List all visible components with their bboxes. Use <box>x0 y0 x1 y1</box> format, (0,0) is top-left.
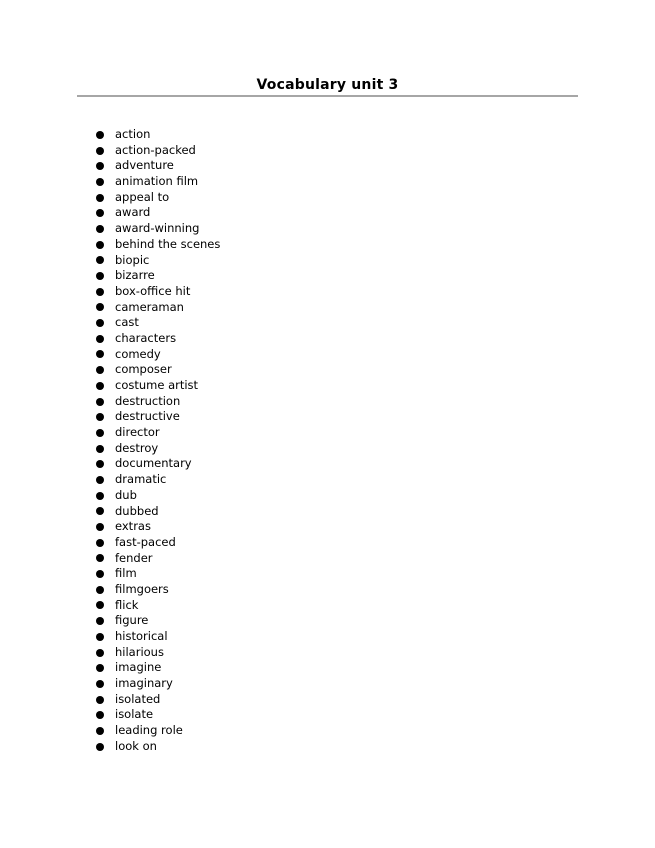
bullet-icon <box>96 664 104 672</box>
vocabulary-word: film <box>115 566 137 581</box>
list-item <box>96 598 220 614</box>
vocabulary-word: box-office hit <box>115 283 191 298</box>
list-item <box>96 707 220 723</box>
list-item <box>96 409 220 425</box>
vocabulary-word: behind the scenes <box>115 236 221 251</box>
bullet-icon <box>96 178 104 186</box>
vocabulary-word: composer <box>115 362 172 377</box>
list-item <box>96 519 220 535</box>
bullet-icon <box>96 272 104 280</box>
list-item <box>96 645 220 661</box>
list-item <box>96 143 220 159</box>
list-item <box>96 268 220 284</box>
list-item <box>96 378 220 394</box>
bullet-icon <box>96 711 104 719</box>
list-item <box>96 237 220 253</box>
vocabulary-word: appeal to <box>115 189 170 204</box>
vocabulary-word: destruction <box>115 393 181 408</box>
list-item <box>96 394 220 410</box>
list-item <box>96 205 220 221</box>
list-item <box>96 739 220 755</box>
vocabulary-word: extras <box>115 519 151 534</box>
vocabulary-word: destructive <box>115 409 180 424</box>
bullet-icon <box>96 225 104 233</box>
bullet-icon <box>96 209 104 217</box>
bullet-icon <box>96 570 104 578</box>
bullet-icon <box>96 131 104 139</box>
list-item <box>96 582 220 598</box>
vocabulary-word: historical <box>115 629 168 643</box>
list-item <box>96 441 220 457</box>
list-item <box>96 190 220 206</box>
vocabulary-word: figure <box>115 613 149 628</box>
list-item <box>96 284 220 300</box>
vocabulary-word: action <box>115 127 151 141</box>
list-item <box>96 158 220 174</box>
bullet-icon <box>96 382 104 390</box>
bullet-icon <box>96 601 104 609</box>
vocabulary-word: comedy <box>115 346 161 361</box>
vocabulary-word: destroy <box>115 440 159 455</box>
list-item <box>96 551 220 567</box>
bullet-icon <box>96 288 104 296</box>
vocabulary-word: imagine <box>115 660 162 675</box>
list-item <box>96 629 220 645</box>
vocabulary-word: director <box>115 425 160 440</box>
bullet-icon <box>96 617 104 625</box>
list-item <box>96 174 220 190</box>
bullet-icon <box>96 460 104 468</box>
vocabulary-word: adventure <box>115 158 174 173</box>
list-item <box>96 692 220 708</box>
bullet-icon <box>96 194 104 202</box>
vocabulary-word: look on <box>115 738 157 753</box>
list-item <box>96 566 220 582</box>
vocabulary-word: award <box>115 205 151 220</box>
list-item <box>96 504 220 520</box>
list-item <box>96 425 220 441</box>
bullet-icon <box>96 413 104 421</box>
list-item <box>96 315 220 331</box>
list-item <box>96 488 220 504</box>
vocabulary-word: action-packed <box>115 142 196 157</box>
vocabulary-word: animation film <box>115 174 199 189</box>
bullet-icon <box>96 350 104 358</box>
vocabulary-word: dramatic <box>115 472 167 487</box>
list-item <box>96 347 220 363</box>
bullet-icon <box>96 147 104 155</box>
bullet-icon <box>96 445 104 453</box>
list-item <box>96 535 220 551</box>
vocabulary-word: dub <box>115 487 137 502</box>
list-item <box>96 676 220 692</box>
vocabulary-word: bizarre <box>115 268 155 283</box>
vocabulary-word: fast-paced <box>115 534 176 549</box>
bullet-icon <box>96 335 104 343</box>
bullet-icon <box>96 398 104 406</box>
vocabulary-word: award-winning <box>115 221 200 236</box>
page-title: Vocabulary unit 3 <box>256 77 399 93</box>
vocabulary-word: isolate <box>115 707 154 722</box>
list-item <box>96 456 220 472</box>
bullet-icon <box>96 633 104 641</box>
bullet-icon <box>96 727 104 735</box>
list-item <box>96 660 220 676</box>
bullet-icon <box>96 256 104 264</box>
bullet-icon <box>96 162 104 170</box>
list-item <box>96 253 220 269</box>
vocabulary-word: hilarious <box>115 644 164 659</box>
title-divider <box>77 95 578 97</box>
vocabulary-word: documentary <box>115 456 192 471</box>
bullet-icon <box>96 554 104 562</box>
list-item <box>96 723 220 739</box>
vocabulary-word: costume artist <box>115 378 199 392</box>
bullet-icon <box>96 586 104 594</box>
list-item <box>96 331 220 347</box>
list-item <box>96 300 220 316</box>
bullet-icon <box>96 319 104 327</box>
bullet-icon <box>96 476 104 484</box>
bullet-icon <box>96 680 104 688</box>
vocabulary-word: cast <box>115 315 139 330</box>
vocabulary-word: imaginary <box>115 676 173 691</box>
bullet-icon <box>96 303 104 311</box>
bullet-icon <box>96 743 104 751</box>
list-item <box>96 127 220 143</box>
vocabulary-word: characters <box>115 330 177 345</box>
bullet-icon <box>96 241 104 249</box>
list-item <box>96 362 220 378</box>
vocabulary-word: flick <box>115 597 139 612</box>
vocabulary-word: isolated <box>115 691 161 706</box>
vocabulary-word: dubbed <box>115 503 159 518</box>
bullet-icon <box>96 366 104 374</box>
bullet-icon <box>96 539 104 547</box>
bullet-icon <box>96 429 104 437</box>
vocabulary-word: cameraman <box>115 299 184 314</box>
bullet-icon <box>96 507 104 515</box>
vocabulary-list <box>96 127 220 755</box>
list-item <box>96 613 220 629</box>
bullet-icon <box>96 523 104 531</box>
vocabulary-word: biopic <box>115 252 150 267</box>
vocabulary-word: fender <box>115 550 153 565</box>
bullet-icon <box>96 649 104 657</box>
vocabulary-word: leading role <box>115 723 183 738</box>
bullet-icon <box>96 696 104 704</box>
list-item <box>96 472 220 488</box>
vocabulary-word: filmgoers <box>115 581 169 596</box>
list-item <box>96 221 220 237</box>
bullet-icon <box>96 492 104 500</box>
